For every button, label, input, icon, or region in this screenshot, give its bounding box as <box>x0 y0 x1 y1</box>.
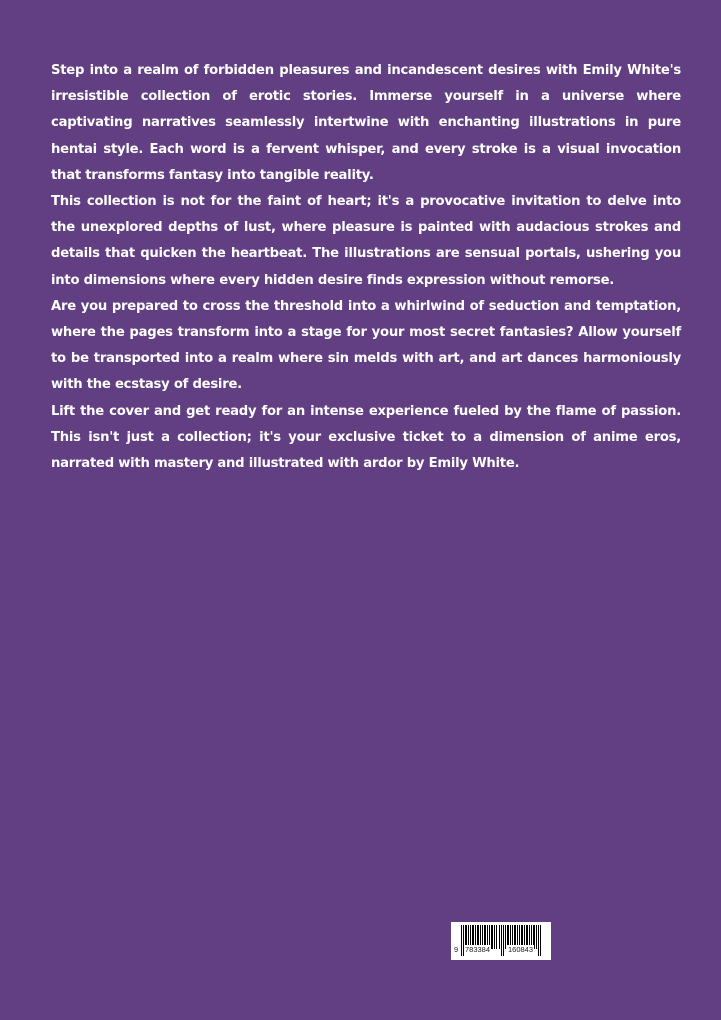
blurb-paragraph-4: Lift the cover and get ready for an intense experience fueled by the flame of passion. This isn't just a collection; it's your exclusive ticket to a dimension of anime eros, narrated with mastery and illustrated with ardor by Emily White. <box>51 403 681 472</box>
blurb-paragraph-2: This collection is not for the faint of heart; it's a provocative invitation to delve into the unexplored depths of lust, where pleasure is painted with audacious strokes and details that quicken the heartbeat. The illustrations are sensual portals, ushering you into dimensions where every hidden desire finds expression without remorse. <box>51 194 681 288</box>
blurb-paragraph-3: Are you prepared to cross the threshold into a whirlwind of seduction and temptation, where the pages transform into a stage for your most secret fantasies? Allow yourself to be transported into a realm where sin melds with art, and art dances harmoniously with the ecstasy of desire. <box>51 298 681 393</box>
blurb-paragraph-1: Step into a realm of forbidden pleasures and incandescent desires with Emily White's irresistible collection of erotic stories. Immerse yourself in a universe where captivating narratives seamlessly intertwine with enchanting illustrations in pure hentai style. Each word is a fervent whisper, and every stroke is a visual invocation that transforms fantasy into tangible reality. <box>51 63 681 183</box>
barcode-group-1: 783384 <box>465 945 491 954</box>
barcode-bars <box>451 922 551 960</box>
barcode-group-2: 160843 <box>508 945 534 954</box>
barcode-digits <box>451 945 551 954</box>
back-cover-blurb <box>51 58 681 477</box>
isbn-barcode <box>451 922 551 960</box>
barcode-lead-digit: 9 <box>454 945 459 954</box>
